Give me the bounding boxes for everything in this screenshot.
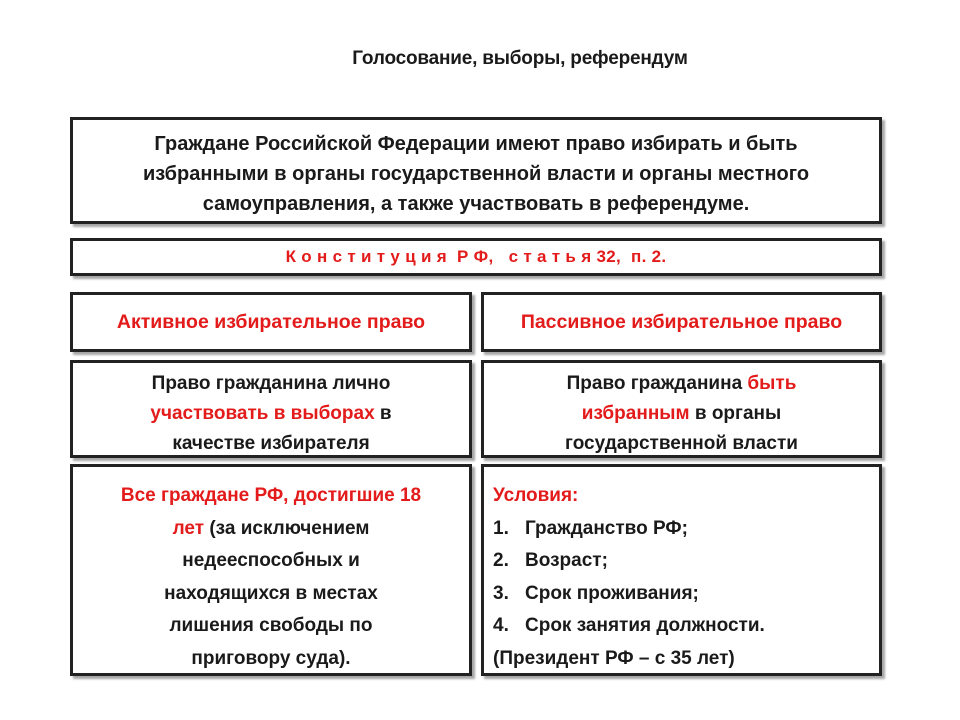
passive-right-conditions-box [481, 464, 882, 676]
passive-def-line-2 [484, 399, 879, 429]
eligibility-line-6: приговору суда). [191, 647, 351, 669]
condition-text: Срок занятия должности. [525, 615, 765, 636]
condition-number: 3. [493, 582, 509, 604]
passive-def-line-3: государственной власти [565, 433, 798, 454]
condition-text: Срок проживания; [525, 582, 699, 604]
condition-number: 4. [493, 615, 509, 636]
condition-item [493, 545, 879, 578]
eligibility-age-highlight: лет [172, 517, 205, 539]
eligibility-line-3: недееспособных и [182, 550, 360, 571]
active-right-definition-box [70, 360, 472, 458]
active-def-after: в [374, 403, 392, 424]
passive-def-line-1 [484, 369, 879, 399]
active-right-header: Активное избирательное право [116, 311, 426, 333]
statement-line-3: самоуправления, а также участвовать в референдуме. [202, 193, 750, 215]
slide-title: Голосование, выборы, референдум [352, 48, 688, 69]
eligibility-line-2 [83, 513, 459, 546]
eligibility-line-1: Все граждане РФ, достигшие 18 [120, 485, 422, 506]
condition-number: 1. [493, 517, 509, 539]
condition-item [493, 610, 879, 643]
passive-right-header-box [481, 292, 882, 352]
statement-line-2: избранными в органы государственной власти и органы местного [142, 163, 810, 185]
eligibility-line-4: находящихся в местах [164, 582, 378, 604]
active-right-eligibility-box [70, 464, 472, 676]
eligibility-line-5: лишения свободы по [169, 615, 373, 636]
passive-def-after: в органы [689, 403, 782, 424]
passive-def-before: Право гражданина [566, 373, 748, 394]
conditions-label: Условия: [493, 485, 579, 506]
passive-right-definition-box [481, 360, 882, 458]
passive-def-highlight-2: избранным [581, 403, 690, 424]
active-def-line-1: Право гражданина лично [151, 373, 391, 394]
condition-item [493, 513, 879, 546]
active-def-highlight: участвовать в выборах [150, 403, 375, 424]
condition-item [493, 578, 879, 611]
statement-line-1: Граждане Российской Федерации имеют право избирать и быть [154, 133, 798, 155]
source-citation-box [70, 238, 882, 276]
president-age-note: (Президент РФ – с 35 лет) [493, 647, 735, 669]
active-right-header-box [70, 292, 472, 352]
passive-def-highlight-1: быть [747, 373, 797, 394]
condition-number: 2. [493, 550, 509, 571]
active-def-line-2 [73, 399, 469, 429]
passive-right-header: Пассивное избирательное право [520, 311, 843, 333]
eligibility-exception: (за исключением [204, 517, 370, 539]
active-def-line-3: качестве избирателя [172, 433, 370, 454]
source-citation: К о н с т и т у ц и я Р Ф, с т а т ь я 32, п. 2. [285, 247, 667, 266]
condition-text: Гражданство РФ; [525, 517, 688, 539]
constitution-statement-box [70, 117, 882, 224]
condition-text: Возраст; [525, 550, 608, 571]
